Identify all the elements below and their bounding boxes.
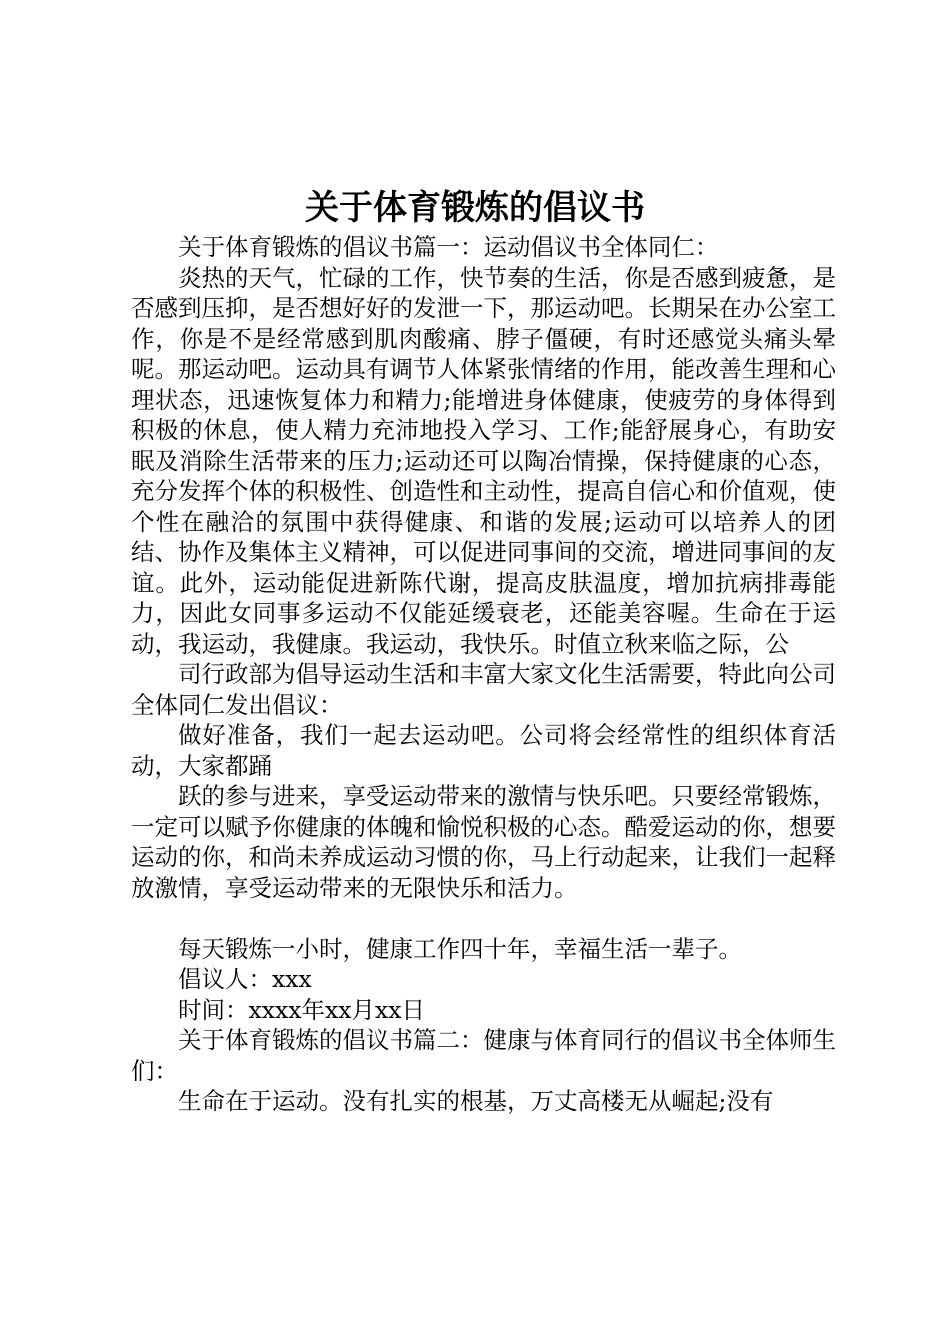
paragraph-get-ready: 做好准备，我们一起去运动吧。公司将会经常性的组织体育活动，大家都踊 [131, 721, 836, 780]
paragraph-part-two-body: 生命在于运动。没有扎实的根基，万丈高楼无从崛起;没有 [178, 1087, 774, 1115]
paragraph-intro-heading: 关于体育锻炼的倡议书篇一：运动倡议书全体同仁： [178, 233, 719, 261]
document-body [131, 232, 836, 1117]
document-title: 关于体育锻炼的倡议书 [305, 188, 645, 228]
paragraph-spacer [131, 903, 836, 934]
paragraph-participate: 跃的参与进来，享受运动带来的激情与快乐吧。只要经常锻炼，一定可以赋予你健康的体魄和愉悦积极的心态。酷爱运动的你，想要运动的你，和尚未养成运动习惯的你，马上行动起来，让我们一起释放激情，享受运动带来的无限快乐和活力。 [131, 782, 836, 902]
paragraph-part-two-heading: 关于体育锻炼的倡议书篇二：健康与体育同行的倡议书全体师生们： [131, 1026, 836, 1085]
paragraph-slogan: 每天锻炼一小时，健康工作四十年，幸福生活一辈子。 [178, 934, 742, 963]
paragraph-exercise-benefits: 炎热的天气，忙碌的工作，快节奏的生活，你是否感到疲惫，是否感到压抑，是否想好好的发泄一下，那运动吧。长期呆在办公室工作，你是不是经常感到肌肉酸痛、脖子僵硬，有时还感觉头痛头晕呢。那运动吧。运动具有调节人体紧张情绪的作用，能改善生理和心理状态，迅速恢复体力和精力;能增进身体健康，使疲劳的身体得到积极的休息，使人精力充沛地投入学习、工作;能舒展身心，有助安眠及消除生活带来的压力;运动还可以陶冶情操，保持健康的心态，充分发挥个体的积极性、创造性和主动性，提高自信心和价值观，使个性在融洽的氛围中获得健康、和谐的发展;运动可以培养人的团结、协作及集体主义精神，可以促进同事间的交流，增进同事间的友谊。此外，运动能促进新陈代谢，提高皮肤温度，增加抗病排毒能力，因此女同事多运动不仅能延缓衰老，还能美容喔。生命在于运动，我运动，我健康。我运动，我快乐。时值立秋来临之际，公 [131, 263, 836, 658]
paragraph-proposal-notice: 司行政部为倡导运动生活和丰富大家文化生活需要，特此向公司全体同仁发出倡议： [131, 660, 836, 719]
proposer-line: 倡议人：xxx [178, 965, 312, 993]
date-line: 时间：xxxx年xx月xx日 [178, 995, 426, 1024]
